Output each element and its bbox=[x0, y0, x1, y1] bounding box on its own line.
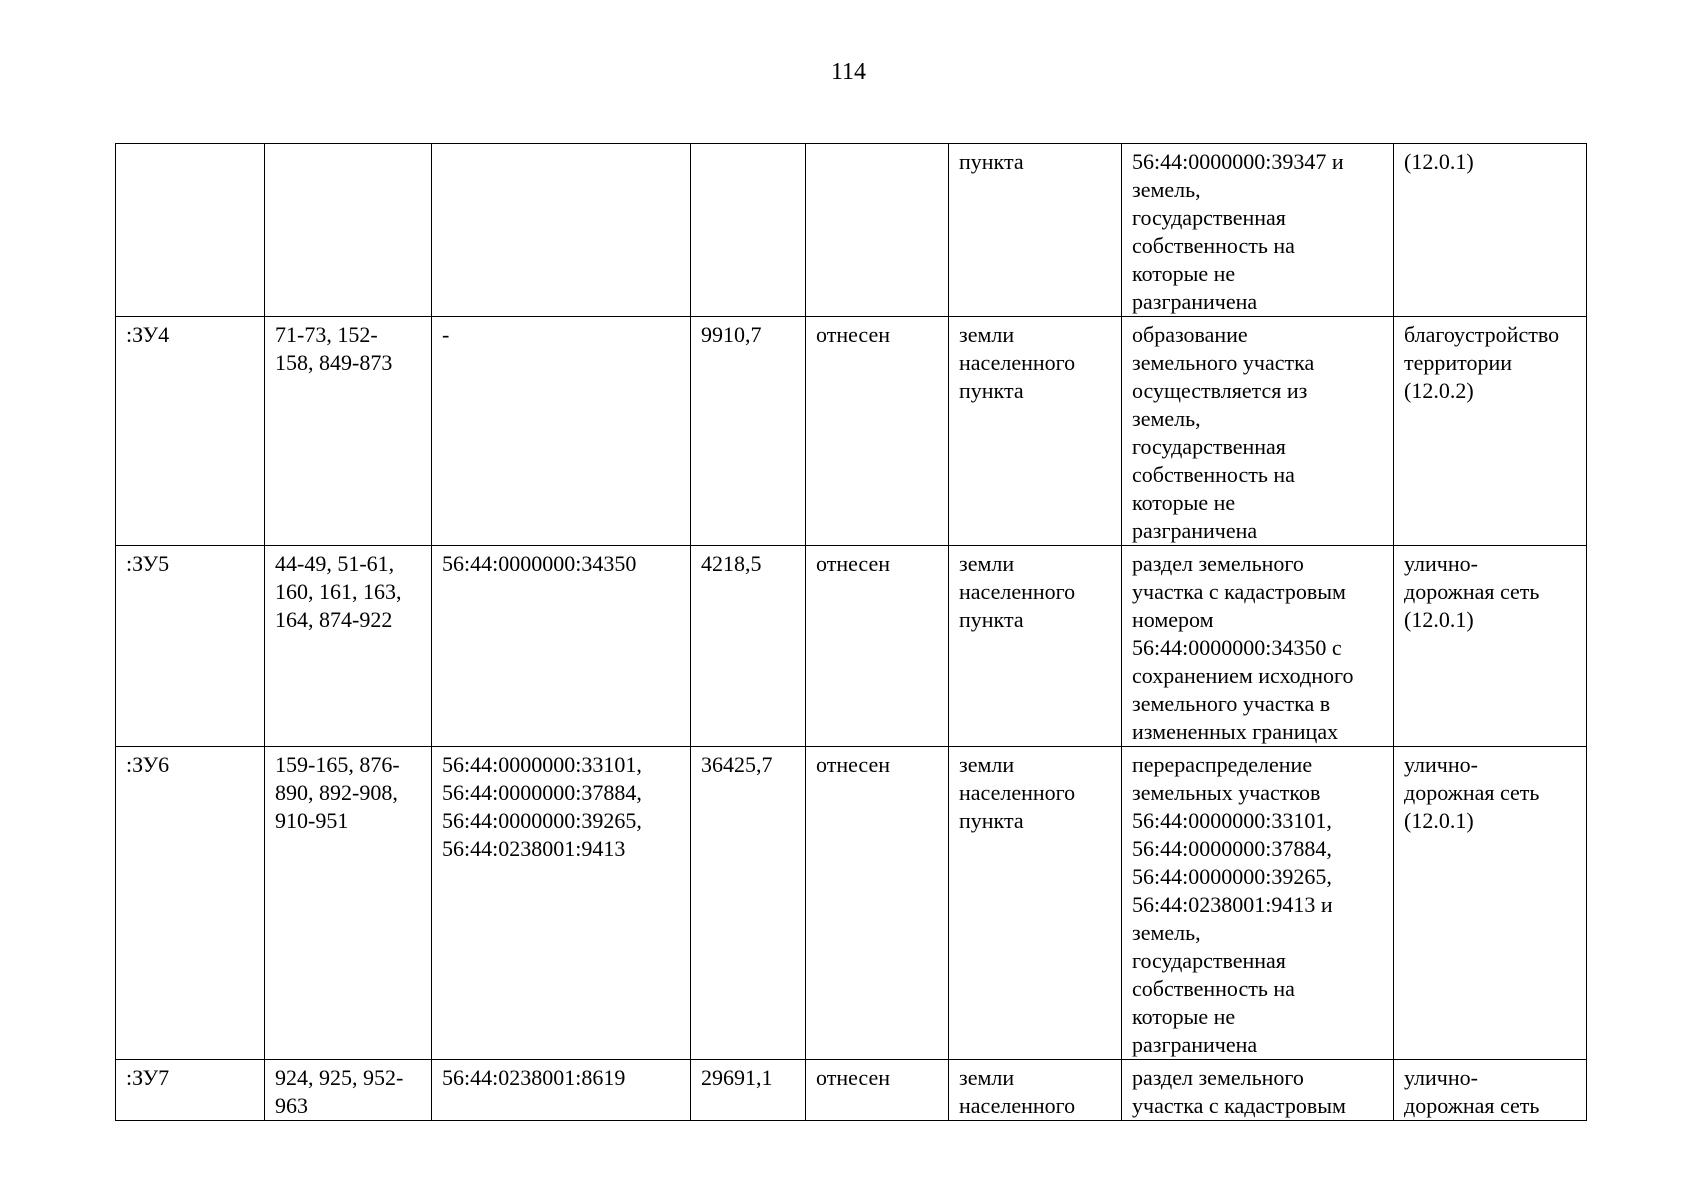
table-cell-status: отнесен bbox=[806, 317, 949, 546]
table-cell-points bbox=[265, 144, 432, 317]
table-cell-land-category: пункта bbox=[949, 144, 1122, 317]
table-cell-plot-id: :ЗУ6 bbox=[116, 747, 265, 1060]
table-cell-cadastral-number: - bbox=[432, 317, 691, 546]
table-cell-status: отнесен bbox=[806, 546, 949, 747]
table-cell-plot-id: :ЗУ7 bbox=[116, 1060, 265, 1121]
table-row bbox=[116, 317, 1587, 546]
table-cell-points: 924, 925, 952- 963 bbox=[265, 1060, 432, 1121]
table-cell-formation-method: 56:44:0000000:39347 и земель, государственная собственность на которые не разграничена bbox=[1122, 144, 1394, 317]
table-cell-points: 159-165, 876- 890, 892-908, 910-951 bbox=[265, 747, 432, 1060]
land-plots-table bbox=[115, 143, 1587, 1121]
table-cell-permitted-use: (12.0.1) bbox=[1394, 144, 1587, 317]
table-cell-plot-id: :ЗУ5 bbox=[116, 546, 265, 747]
table-cell-permitted-use: улично- дорожная сеть bbox=[1394, 1060, 1587, 1121]
table-cell-cadastral-number: 56:44:0000000:33101, 56:44:0000000:37884, 56:44:0000000:39265, 56:44:0238001:9413 bbox=[432, 747, 691, 1060]
table-cell-area bbox=[691, 144, 806, 317]
table-row bbox=[116, 747, 1587, 1060]
table-cell-formation-method: раздел земельного участка с кадастровым bbox=[1122, 1060, 1394, 1121]
table-cell-status: отнесен bbox=[806, 1060, 949, 1121]
table-cell-cadastral-number: 56:44:0238001:8619 bbox=[432, 1060, 691, 1121]
table-cell-area: 36425,7 bbox=[691, 747, 806, 1060]
table-cell-formation-method: раздел земельного участка с кадастровым номером 56:44:0000000:34350 с сохранением исходного земельного участка в измененных границах bbox=[1122, 546, 1394, 747]
table-cell-points: 44-49, 51-61, 160, 161, 163, 164, 874-922 bbox=[265, 546, 432, 747]
table-row bbox=[116, 144, 1587, 317]
table-cell-area: 9910,7 bbox=[691, 317, 806, 546]
table-cell-formation-method: перераспределение земельных участков 56:44:0000000:33101, 56:44:0000000:37884, 56:44:0000000:39265, 56:44:0238001:9413 и земель, государственная собственность на которые не разграничена bbox=[1122, 747, 1394, 1060]
table-cell-land-category: земли населенного bbox=[949, 1060, 1122, 1121]
table-row bbox=[116, 546, 1587, 747]
table-cell-formation-method: образование земельного участка осуществляется из земель, государственная собственность на которые не разграничена bbox=[1122, 317, 1394, 546]
table-cell-permitted-use: благоустройство территории (12.0.2) bbox=[1394, 317, 1587, 546]
page-number: 114 bbox=[830, 59, 867, 85]
table-row bbox=[116, 1060, 1587, 1121]
table-cell-permitted-use: улично- дорожная сеть (12.0.1) bbox=[1394, 546, 1587, 747]
table-cell-plot-id bbox=[116, 144, 265, 317]
table-cell-status: отнесен bbox=[806, 747, 949, 1060]
table-cell-plot-id: :ЗУ4 bbox=[116, 317, 265, 546]
table-cell-status bbox=[806, 144, 949, 317]
table-cell-land-category: земли населенного пункта bbox=[949, 546, 1122, 747]
table-cell-cadastral-number bbox=[432, 144, 691, 317]
table-cell-land-category: земли населенного пункта bbox=[949, 317, 1122, 546]
table-cell-points: 71-73, 152- 158, 849-873 bbox=[265, 317, 432, 546]
table-cell-cadastral-number: 56:44:0000000:34350 bbox=[432, 546, 691, 747]
table-cell-permitted-use: улично- дорожная сеть (12.0.1) bbox=[1394, 747, 1587, 1060]
table-cell-land-category: земли населенного пункта bbox=[949, 747, 1122, 1060]
table-cell-area: 29691,1 bbox=[691, 1060, 806, 1121]
table-cell-area: 4218,5 bbox=[691, 546, 806, 747]
